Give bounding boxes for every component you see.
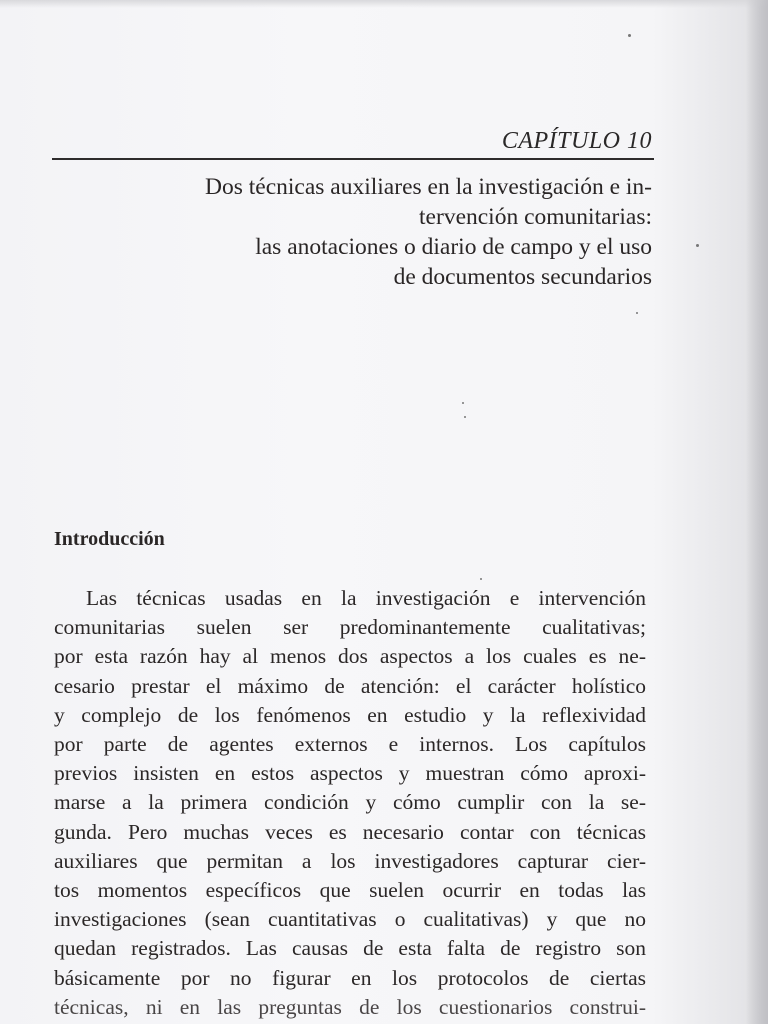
paragraph-line: previos insisten en estos aspectos y muestran cómo aproxi- — [54, 761, 646, 786]
paragraph-line: cesario prestar el máximo de atención: el carácter holístico — [54, 673, 646, 698]
paragraph-line: investigaciones (sean cuantitativas o cualitativas) y que no — [54, 907, 646, 932]
chapter-title-line: las anotaciones o diario de campo y el uso — [255, 234, 652, 260]
paragraph-line: Las técnicas usadas en la investigación e intervención — [86, 586, 646, 610]
chapter-title — [52, 172, 652, 292]
chapter-label: CAPÍTULO 10 — [501, 128, 652, 154]
chapter-title-line: de documentos secundarios — [393, 264, 652, 290]
paragraph-line: quedan registrados. Las causas de esta falta de registro son — [54, 936, 646, 961]
scan-speck — [636, 312, 638, 314]
scan-speck — [696, 244, 699, 247]
paragraph-line: básicamente por no figurar en los protocolos de ciertas — [54, 965, 646, 990]
paragraph-line: por parte de agentes externos e internos. Los capítulos — [54, 732, 646, 757]
paragraph-line: auxiliares que permitan a los investigadores capturar cier- — [54, 848, 646, 873]
paragraph-line: gunda. Pero muchas veces es necesario contar con técnicas — [54, 819, 646, 844]
paragraph-line: y complejo de los fenómenos en estudio y la reflexividad — [54, 702, 646, 727]
body-paragraph — [54, 584, 646, 1022]
chapter-title-line: tervención comunitarias: — [419, 204, 652, 230]
scan-speck — [628, 34, 631, 37]
section-heading: Introducción — [54, 528, 165, 550]
chapter-title-line: Dos técnicas auxiliares en la investigación e in- — [205, 174, 652, 200]
scan-top-shadow — [0, 0, 768, 8]
scan-page-edge — [746, 0, 768, 1024]
paragraph-line: por esta razón hay al menos dos aspectos a los cuales es ne- — [54, 644, 646, 669]
paragraph-line: técnicas, ni en las preguntas de los cuestionarios construi- — [54, 994, 646, 1019]
paragraph-line: comunitarias suelen ser predominantemente cualitativas; — [54, 615, 646, 640]
scan-speck — [464, 416, 466, 418]
paragraph-line: marse a la primera condición y cómo cumplir con la se- — [54, 790, 646, 815]
paragraph-line: tos momentos específicos que suelen ocurrir en todas las — [54, 878, 646, 903]
chapter-rule — [52, 158, 654, 160]
scan-speck — [480, 578, 482, 580]
scan-speck — [462, 402, 464, 404]
